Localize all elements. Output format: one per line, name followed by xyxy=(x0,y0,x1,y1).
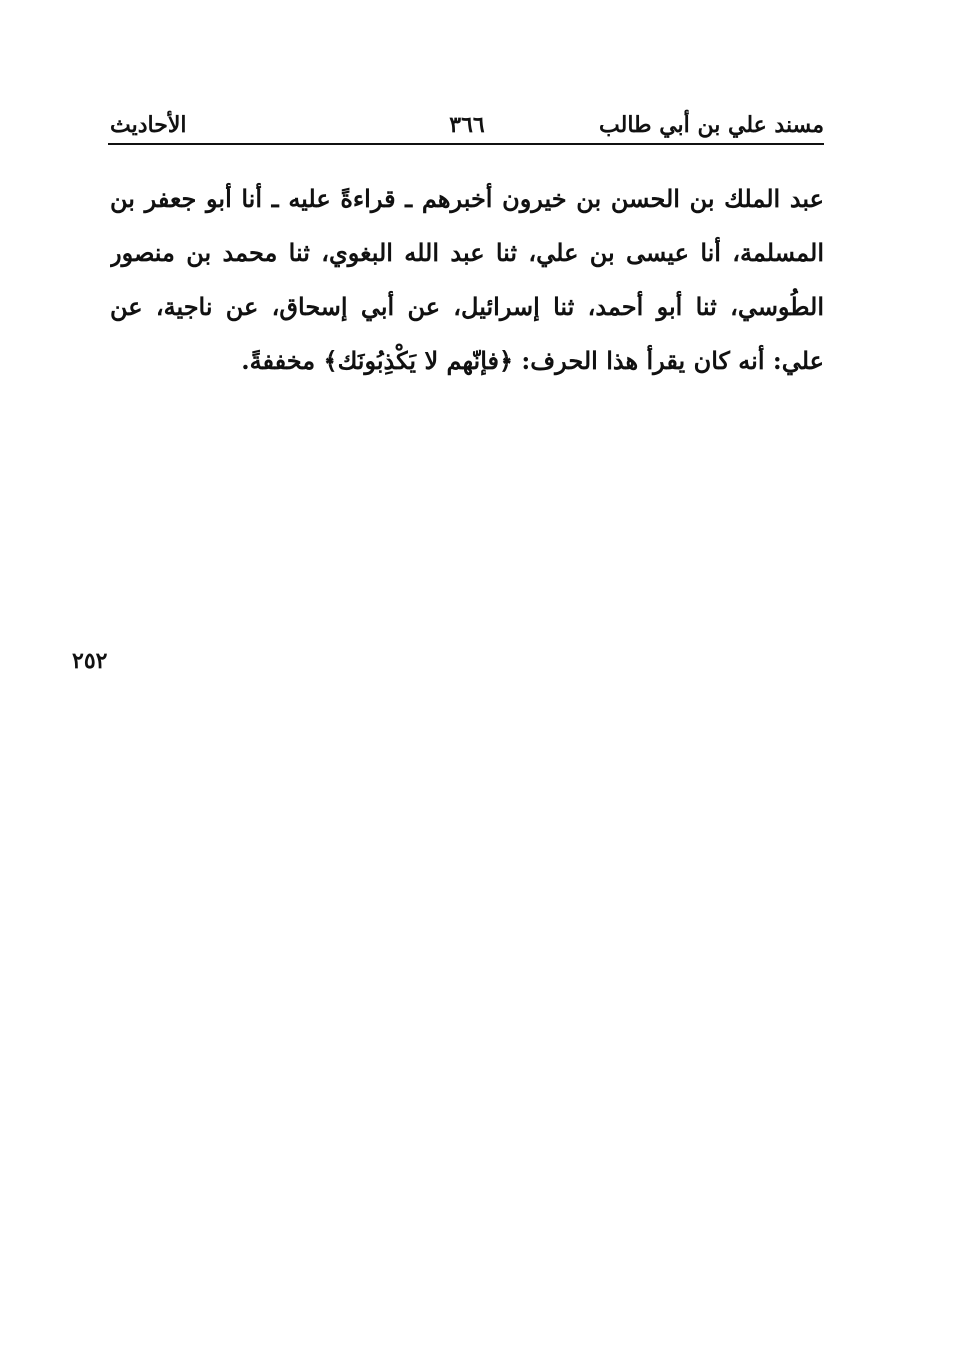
book-title: مسند علي بن أبي طالب xyxy=(599,112,824,138)
page-number-header: ٣٦٦ xyxy=(449,112,485,138)
text-line: علي: أنه كان يقرأ هذا الحرف: ﴿فإنّهم لا يَكْذِبُونَك﴾ مخففةً. xyxy=(241,346,824,375)
section-title: الأحاديث xyxy=(110,112,187,138)
text-line: عبد الملك بن الحسن بن خيرون أخبرهم ـ قراءةً عليه ـ أنا أبو جعفر بن xyxy=(110,184,824,213)
running-header xyxy=(110,108,824,142)
hadith-text xyxy=(110,172,824,388)
text-line: الطُوسي، ثنا أبو أحمد، ثنا إسرائيل، عن أبي إسحاق، عن ناجية، عن xyxy=(110,292,824,321)
header-rule xyxy=(108,143,824,145)
hadith-number: ٢٥٢ xyxy=(72,648,108,674)
text-line: المسلمة، أنا عيسى بن علي، ثنا عبد الله البغوي، ثنا محمد بن منصور xyxy=(110,238,824,267)
